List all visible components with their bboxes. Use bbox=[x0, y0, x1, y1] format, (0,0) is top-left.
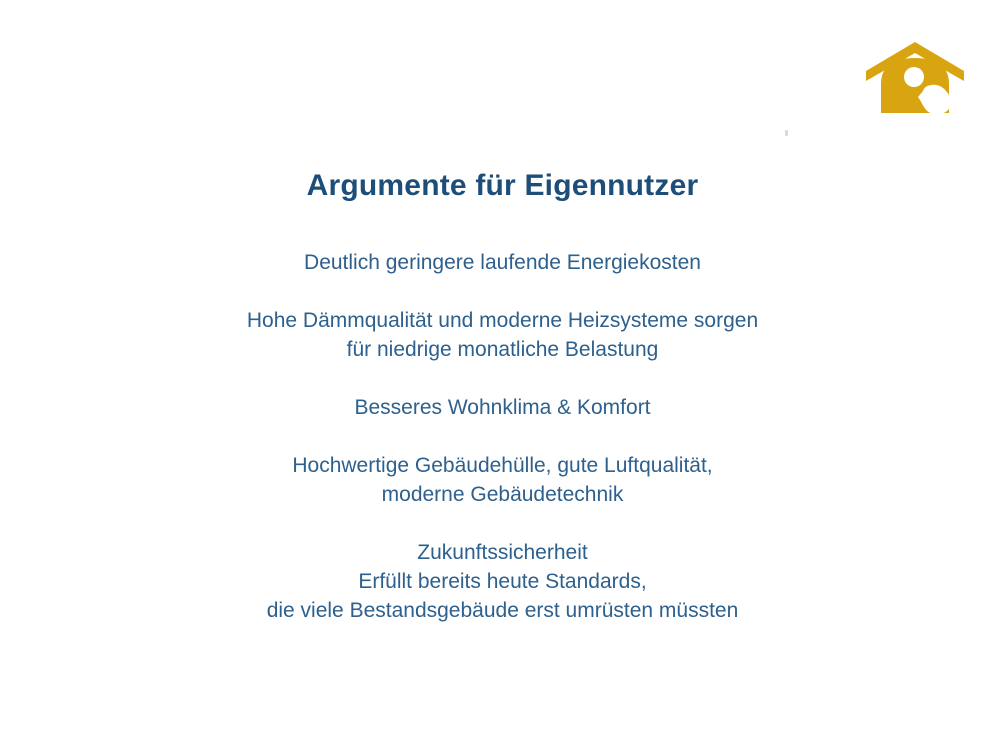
slide-content bbox=[0, 166, 1005, 625]
paragraph-line: Hohe Dämmqualität und moderne Heizsysteme sorgen bbox=[246, 309, 759, 332]
paragraph-zukunftssicherheit bbox=[0, 538, 1005, 625]
paragraph-energiekosten bbox=[0, 248, 1005, 277]
circle-cutout bbox=[904, 67, 924, 87]
paragraph-line: Besseres Wohnklima & Komfort bbox=[354, 396, 651, 419]
paragraph-line: Zukunftssicherheit bbox=[417, 541, 588, 564]
paragraph-line: für niedrige monatliche Belastung bbox=[346, 338, 659, 361]
paragraph-line: Hochwertige Gebäudehülle, gute Luftqualität, bbox=[292, 454, 713, 477]
paragraph-line: die viele Bestandsgebäude erst umrüsten müssten bbox=[266, 599, 739, 622]
bird-leg bbox=[932, 110, 934, 115]
paragraph-line: Deutlich geringere laufende Energiekosten bbox=[304, 251, 701, 274]
paragraph-gebaeudehuelle bbox=[0, 451, 1005, 509]
stray-mark bbox=[785, 130, 788, 136]
bird-leg bbox=[937, 110, 939, 115]
paragraph-daemmqualitaet bbox=[0, 306, 1005, 364]
paragraph-line: Erfüllt bereits heute Standards, bbox=[358, 570, 647, 593]
paragraph-wohnklima bbox=[0, 393, 1005, 422]
house-with-bird-logo-icon bbox=[866, 40, 964, 118]
page-title: Argumente für Eigennutzer bbox=[306, 169, 699, 202]
paragraph-line: moderne Gebäudetechnik bbox=[381, 483, 624, 506]
